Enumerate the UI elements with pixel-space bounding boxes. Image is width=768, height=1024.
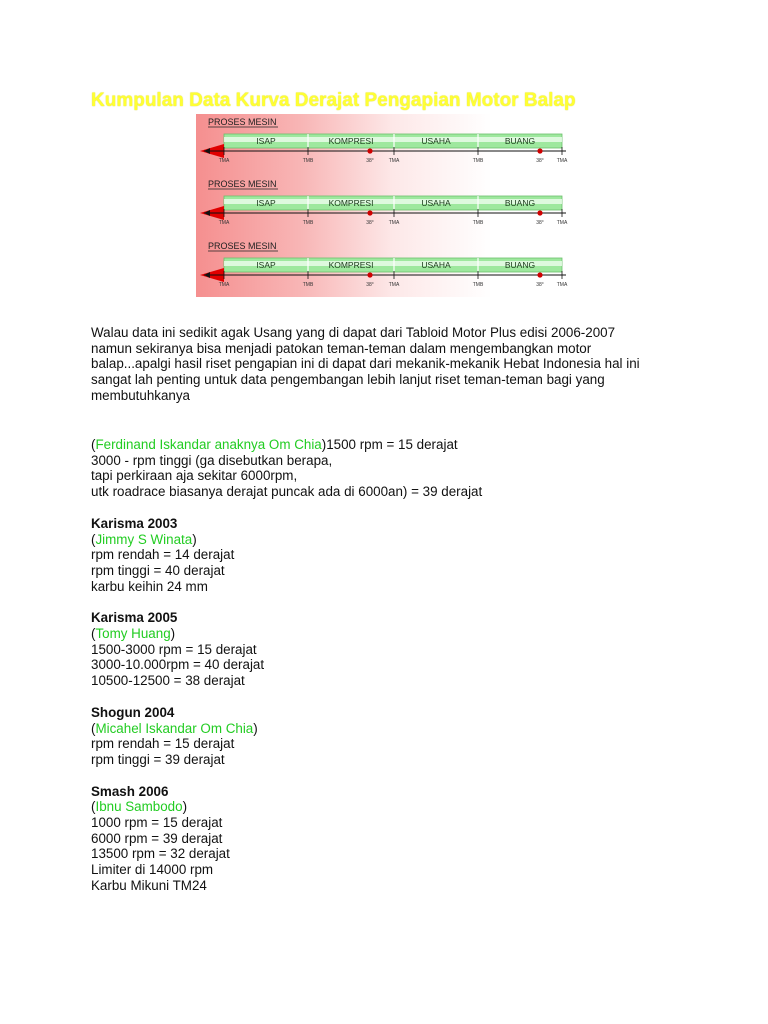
phase-label: ISAP [256, 136, 276, 146]
intro-line: Walau data ini sedikit agak Usang yang di dapat dari Tabloid Motor Plus edisi 2006-2007 [91, 325, 616, 340]
page-title: Kumpulan Data Kurva Derajat Pengapian Motor Balap [91, 90, 576, 111]
phase-label: USAHA [421, 260, 451, 270]
diagram-canvas [196, 114, 575, 297]
data-line: 3000 - rpm tinggi (ga disebutkan berapa, [91, 452, 333, 468]
data-line: rpm rendah = 14 derajat [91, 547, 235, 563]
tick-label: TMB [302, 158, 314, 164]
data-line: Limiter di 14000 rpm [91, 862, 214, 878]
data-section [91, 437, 691, 500]
phase-label: KOMPRESI [328, 198, 374, 208]
data-line: 10500-12500 = 38 derajat [91, 673, 245, 689]
intro-line: sangat lah penting untuk data pengembangan lebih lanjut riset teman-teman bagi yang [91, 372, 605, 388]
axis-arrow-icon [204, 210, 210, 216]
intro-paragraph [91, 325, 691, 404]
tick-label: TMB [302, 220, 314, 226]
data-section [91, 516, 691, 595]
phase-label: KOMPRESI [328, 136, 374, 146]
tick-label: TMA [388, 220, 400, 226]
phase-label: BUANG [504, 136, 536, 146]
tick-label: TMA [218, 220, 230, 226]
data-line: 1000 rpm = 15 derajat [91, 815, 223, 831]
section-heading: Shogun 2004 [91, 704, 175, 720]
author-name: Micahel Iskandar Om Chia [95, 720, 254, 736]
data-line: tapi perkiraan aja sekitar 6000rpm, [91, 468, 298, 484]
data-line: 3000-10.000rpm = 40 derajat [91, 657, 265, 673]
intro-line: membutuhkanya [91, 387, 190, 403]
ignition-point-marker [537, 148, 542, 153]
author-name: Jimmy S Winata [95, 531, 193, 547]
tick-label: TMA [218, 158, 230, 164]
phase-label: BUANG [504, 198, 536, 208]
tick-label: TMA [388, 282, 400, 288]
intro-line: balap...apalgi hasil riset pengapian ini di dapat dari mekanik-mekanik Hebat Indonesia hal ini [91, 356, 640, 372]
tick-label: 38° [536, 282, 544, 288]
data-line: rpm rendah = 15 derajat [91, 736, 235, 752]
tick-label: 38° [536, 158, 544, 164]
tick-label: TMA [556, 282, 568, 288]
data-section [91, 705, 691, 768]
ignition-point-marker [367, 148, 372, 153]
section-heading: Smash 2006 [91, 783, 169, 799]
author-name: Ferdinand Iskandar anaknya Om Chia [95, 437, 322, 452]
ignition-point-marker [537, 272, 542, 277]
tick-label: TMB [472, 220, 484, 226]
tick-label: TMA [218, 282, 230, 288]
phase-label: BUANG [504, 260, 536, 270]
data-line: rpm tinggi = 39 derajat [91, 751, 225, 767]
author-line: (Micahel Iskandar Om Chia) [91, 720, 258, 736]
author-line: (Jimmy S Winata) [91, 531, 197, 547]
phase-label: USAHA [421, 136, 451, 146]
author-name: Tomy Huang [95, 626, 171, 642]
tick-label: TMA [556, 220, 568, 226]
author-line: (Ibnu Sambodo) [91, 799, 188, 815]
data-sections [91, 437, 691, 910]
phase-label: ISAP [256, 260, 276, 270]
data-line: karbu keihin 24 mm [91, 578, 208, 594]
data-line: 6000 rpm = 39 derajat [91, 830, 223, 846]
ignition-cycle-diagram [196, 114, 575, 297]
tick-label: TMA [388, 158, 400, 164]
tick-label: TMB [302, 282, 314, 288]
author-line-value: 1500 rpm = 15 derajat [326, 437, 458, 452]
axis-arrow-icon [204, 148, 210, 154]
tick-label: 38° [536, 220, 544, 226]
tick-label: 38° [366, 158, 374, 164]
phase-label: USAHA [421, 198, 451, 208]
phase-label: KOMPRESI [328, 260, 374, 270]
ignition-point-marker [367, 210, 372, 215]
row-heading: PROSES MESIN [208, 241, 277, 251]
data-section [91, 784, 691, 894]
tick-label: 38° [366, 220, 374, 226]
tick-label: TMB [472, 158, 484, 164]
data-line: Karbu Mikuni TM24 [91, 877, 207, 893]
section-heading: Karisma 2003 [91, 515, 178, 531]
tick-label: 38° [366, 282, 374, 288]
section-heading: Karisma 2005 [91, 610, 178, 626]
data-line: rpm tinggi = 40 derajat [91, 562, 225, 578]
data-line: 13500 rpm = 32 derajat [91, 846, 230, 862]
tick-label: TMB [472, 282, 484, 288]
row-heading: PROSES MESIN [208, 117, 277, 127]
author-line: (Tomy Huang) [91, 626, 176, 642]
author-line: (Ferdinand Iskandar anaknya Om Chia)1500 rpm = 15 derajat [91, 437, 458, 452]
ignition-point-marker [537, 210, 542, 215]
tick-label: TMA [556, 158, 568, 164]
phase-label: ISAP [256, 198, 276, 208]
data-line: 1500-3000 rpm = 15 derajat [91, 641, 257, 657]
axis-arrow-icon [204, 272, 210, 278]
intro-line: namun sekiranya bisa menjadi patokan teman-teman dalam mengembangkan motor [91, 340, 592, 356]
data-line: utk roadrace biasanya derajat puncak ada di 6000an) = 39 derajat [91, 484, 483, 500]
row-heading: PROSES MESIN [208, 179, 277, 189]
ignition-point-marker [367, 272, 372, 277]
data-section [91, 610, 691, 689]
author-name: Ibnu Sambodo [95, 799, 183, 815]
